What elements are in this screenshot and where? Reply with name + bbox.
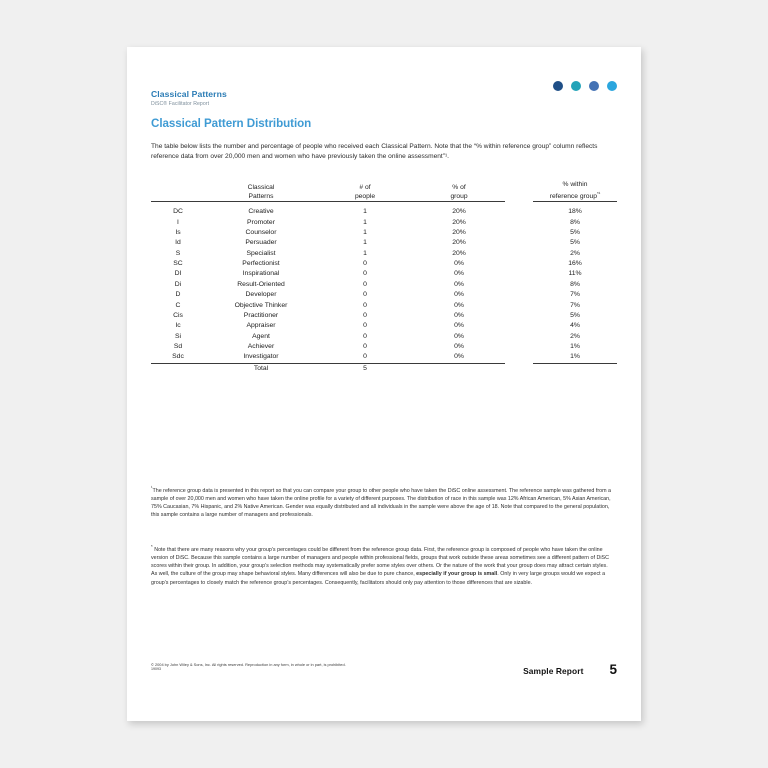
cell-gap	[505, 269, 533, 279]
cell-pattern: Result-Oriented	[237, 280, 285, 288]
footnote-two-text-a: Note that there are many reasons why your group’s percentages could be different from the reference group data. First, the reference group is composed of people who have taken the online version of DiSC. Because this sample contains a large number of managers and people within professional fields, groups that work outside these areas sometimes see a different pattern of DiSC scores within their group. In addition, your group’s selection methods may systematically prefer some styles over others. Or the nature of the work that your group does may attract certain styles. As well, the culture of the group may shape behavioral styles. Many differences will also be due to pure chance,	[151, 546, 609, 578]
cell-gap	[505, 290, 533, 300]
col-header-reference-pct: % within reference group$^{*^1}$	[533, 181, 617, 202]
intro-paragraph: The table below lists the number and percentage of people who received each Classical Pattern. Note that the “% within reference group” column reflects reference data from over 20,000 men and women who have previously taken the online assessment”¹.	[151, 143, 598, 161]
cell-pattern: Objective Thinker	[234, 301, 288, 309]
cell-group-pct: 0%	[454, 311, 464, 319]
col-header-code	[151, 181, 205, 202]
cell-group-pct: 0%	[454, 342, 464, 350]
total-group-pct	[413, 363, 505, 374]
cell-gap	[505, 259, 533, 269]
cell-gap	[505, 249, 533, 259]
cell-count: 1	[363, 229, 367, 237]
page-content	[151, 47, 617, 721]
cell-code: Si	[174, 332, 182, 340]
col-header-count: # of people	[317, 181, 413, 202]
cell-reference-pct: 18%	[568, 208, 582, 216]
table-row	[151, 269, 617, 279]
cell-code: Sd	[173, 342, 183, 350]
dot-teal-icon	[571, 81, 581, 91]
cell-code: I	[177, 218, 179, 226]
cell-count: 0	[363, 270, 367, 278]
footnote-one-text: The reference group data is presented in this report so that you can compare your group to other people who have taken the DiSC online assessment. The reference sample was gathered from a sample of over 20,000 men and women who have taken the online profile for a variety of different purposes. The distribution of race in this sample was 12% African American, 5% Asian American, 75% Caucasian, 7% Hispanic, and 2% Native American. Gender was equally distributed and all individuals in the sample were above the age of 18. Note that compared to the general population, this sample contains a large number of managers and professionals.	[151, 487, 612, 519]
cell-pattern: Perfectionist	[242, 260, 280, 268]
cell-count: 0	[363, 332, 367, 340]
cell-group-pct: 20%	[452, 208, 466, 216]
cell-pattern: Promoter	[247, 218, 275, 226]
header-title: Classical Patterns	[151, 89, 227, 99]
document-code: 19093	[151, 667, 161, 672]
cell-count: 1	[363, 239, 367, 247]
table-row	[151, 342, 617, 352]
footnote-two-emphasis: especially if your group is small	[416, 571, 498, 578]
page-footer	[151, 662, 617, 692]
cell-code: Id	[175, 239, 181, 247]
col-header-pattern: Classical Patterns	[205, 181, 317, 202]
page-header	[151, 89, 617, 108]
col-gap	[505, 181, 533, 202]
cell-count: 1	[363, 218, 367, 226]
cell-reference-pct: 16%	[568, 260, 582, 268]
cell-count: 0	[363, 301, 367, 309]
cell-pattern: Appraiser	[246, 322, 276, 330]
cell-code: Cis	[173, 311, 183, 319]
col-header-group-pct: % of group	[413, 181, 505, 202]
table-row	[151, 332, 617, 342]
table-row	[151, 280, 617, 290]
cell-pattern: Practitioner	[243, 311, 279, 319]
cell-group-pct: 20%	[452, 218, 466, 226]
table-header-row	[151, 181, 617, 202]
cell-code: SC	[173, 260, 183, 268]
cell-reference-pct: 11%	[568, 270, 582, 278]
dot-cyan-icon	[607, 81, 617, 91]
footnote-one	[151, 484, 613, 520]
cell-gap	[505, 301, 533, 311]
cell-code: D	[175, 291, 181, 299]
cell-gap	[505, 202, 533, 218]
cell-gap	[505, 342, 533, 352]
cell-gap	[505, 311, 533, 321]
table-total-row	[151, 363, 617, 374]
cell-gap	[505, 332, 533, 342]
footnote-one-marker: ¹	[151, 485, 153, 490]
cell-group-pct: 0%	[454, 322, 464, 330]
cell-group-pct: 20%	[452, 229, 466, 237]
header-subtitle: DiSC® Facilitator Report	[151, 101, 210, 107]
copyright-notice	[151, 662, 401, 673]
cell-reference-pct: 8%	[570, 218, 580, 226]
report-page	[127, 47, 641, 721]
cell-pattern: Agent	[252, 332, 270, 340]
cell-count: 1	[363, 249, 367, 257]
cell-group-pct: 0%	[454, 332, 464, 340]
cell-reference-pct: 1%	[570, 342, 580, 350]
cell-group-pct: 20%	[452, 239, 466, 247]
cell-gap	[505, 218, 533, 228]
cell-group-pct: 0%	[454, 301, 464, 309]
table-body	[151, 202, 617, 374]
cell-code: Di	[174, 280, 182, 288]
footnote-two-text-b: . Only in very large groups would we expect a group’s percentages to closely match the reference group’s percentages. Consequently, facilitators should only pay attention to those differences that are sizable.	[151, 571, 606, 586]
page-number: 5	[609, 662, 617, 677]
cell-count: 0	[363, 291, 367, 299]
cell-code: Is	[175, 229, 181, 237]
footnote-two	[151, 543, 613, 587]
cell-group-pct: 20%	[452, 249, 466, 257]
cell-reference-pct: 4%	[570, 322, 580, 330]
cell-reference-pct: 5%	[570, 239, 580, 247]
cell-reference-pct: 2%	[570, 332, 580, 340]
cell-pattern: Persuader	[245, 239, 277, 247]
cell-group-pct: 0%	[454, 291, 464, 299]
cell-pattern: Investigator	[205, 352, 317, 363]
table-row	[151, 228, 617, 238]
dot-navy-icon	[553, 81, 563, 91]
dot-blue-icon	[589, 81, 599, 91]
cell-reference-pct: 5%	[570, 311, 580, 319]
brand-dots	[553, 81, 617, 91]
table-row	[151, 202, 617, 218]
cell-reference-pct: 7%	[570, 301, 580, 309]
cell-count: 0	[363, 342, 367, 350]
cell-gap	[505, 238, 533, 248]
footnote-two-marker: *	[151, 544, 153, 549]
table-row	[151, 290, 617, 300]
cell-group-pct: 0%	[454, 270, 464, 278]
table-row	[151, 218, 617, 228]
total-gap2	[505, 363, 533, 374]
cell-pattern: Specialist	[246, 249, 276, 257]
cell-pattern: Achiever	[247, 342, 275, 350]
cell-code: DI	[174, 270, 182, 278]
table-row	[151, 301, 617, 311]
cell-gap	[505, 280, 533, 290]
cell-reference-pct: 7%	[570, 291, 580, 299]
cell-count: 0	[363, 280, 367, 288]
cell-code: DC	[173, 208, 183, 216]
cell-count: 0	[317, 352, 413, 363]
cell-group-pct: 0%	[454, 280, 464, 288]
cell-code: Sdc	[151, 352, 205, 363]
cell-pattern: Creative	[248, 208, 274, 216]
cell-gap	[505, 321, 533, 331]
total-gap	[151, 363, 205, 374]
cell-group-pct: 0%	[413, 352, 505, 363]
cell-reference-pct: 1%	[533, 352, 617, 363]
cell-group-pct: 0%	[454, 260, 464, 268]
cell-count: 0	[363, 322, 367, 330]
page-title: Classical Pattern Distribution	[151, 117, 312, 130]
table-row	[151, 259, 617, 269]
total-count: 5	[363, 364, 367, 372]
cell-code: C	[175, 301, 181, 309]
footer-right	[523, 662, 617, 677]
cell-code: Ic	[175, 322, 181, 330]
cell-code: S	[175, 249, 181, 257]
cell-pattern: Inspirational	[242, 270, 280, 278]
cell-count: 1	[363, 208, 367, 216]
classical-pattern-table	[151, 181, 617, 374]
cell-pattern: Developer	[245, 291, 277, 299]
table-row	[151, 352, 617, 363]
table-row	[151, 238, 617, 248]
total-label: Total	[253, 364, 269, 372]
cell-pattern: Counselor	[245, 229, 277, 237]
cell-gap	[505, 228, 533, 238]
cell-count: 0	[363, 260, 367, 268]
sample-report-label: Sample Report	[523, 666, 584, 676]
table-row	[151, 321, 617, 331]
cell-reference-pct: 5%	[570, 229, 580, 237]
cell-reference-pct: 2%	[570, 249, 580, 257]
cell-gap	[505, 352, 533, 363]
total-reference-pct	[533, 363, 617, 374]
table-row	[151, 249, 617, 259]
copyright-text: © 2004 by John Wiley & Sons, Inc. All rights reserved. Reproduction in any form, in whole or in part, is prohibited.	[151, 662, 346, 667]
table-row	[151, 311, 617, 321]
cell-count: 0	[363, 311, 367, 319]
cell-reference-pct: 8%	[570, 280, 580, 288]
